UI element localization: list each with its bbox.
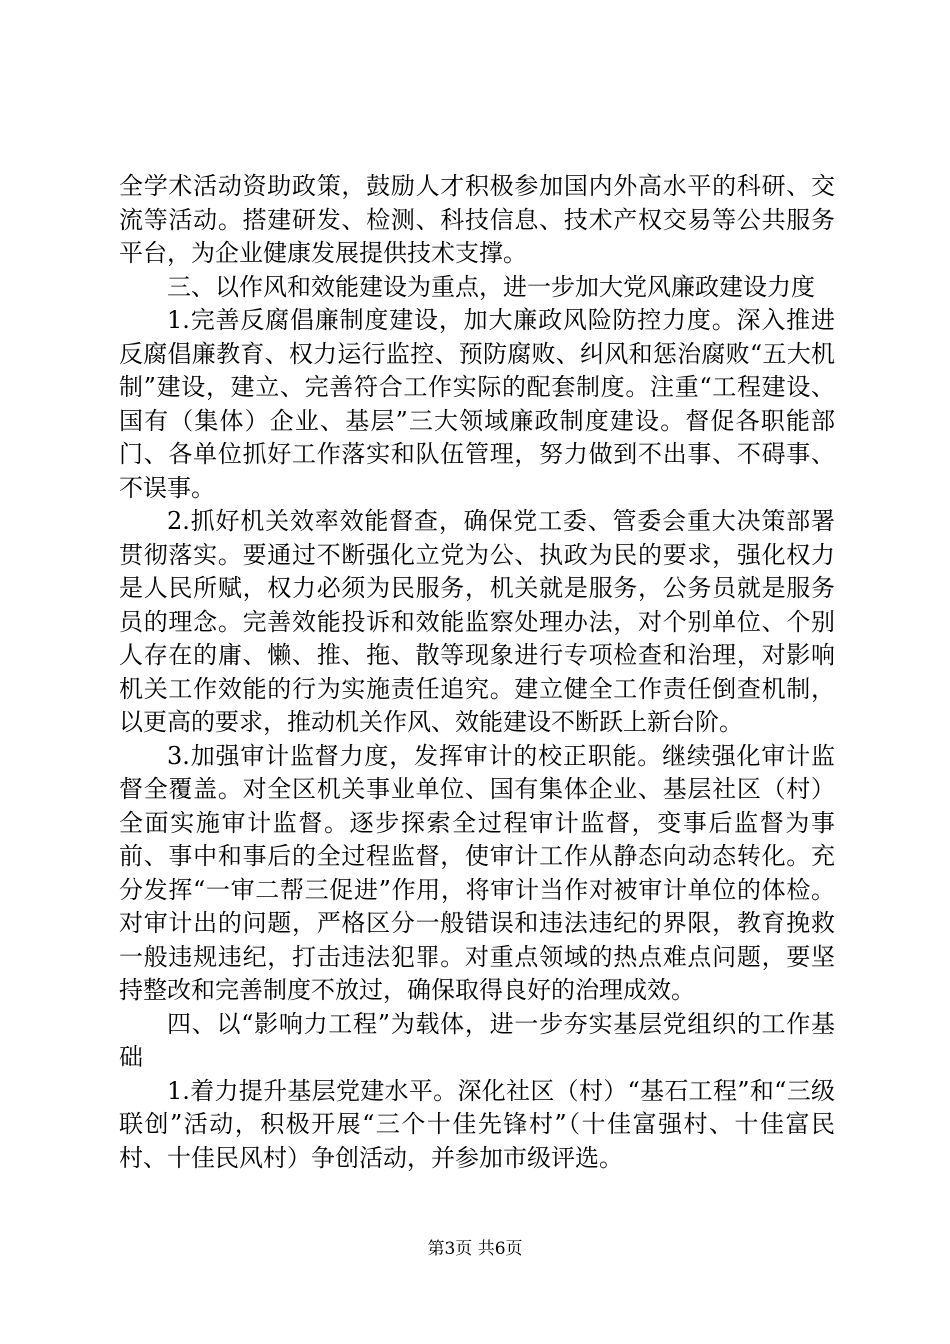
paragraph-3-1: 1.完善反腐倡廉制度建设，加大廉政风险防控力度。深入推进反腐倡廉教育、权力运行监控、预防腐败、纠风和惩治腐败“五大机制”建设，建立、完善符合工作实际的配套制度。注重“工程建设、国有（集体）企业、基层”三大领域廉政制度建设。督促各职能部门、各单位抓好工作落实和队伍管理，努力做到不出事、不碍事、不误事。 (119, 306, 835, 502)
paragraph-3-3: 3.加强审计监督力度，发挥审计的校正职能。继续强化审计监督全覆盖。对全区机关事业单位、国有集体企业、基层社区（村）全面实施审计监督。逐步探索全过程审计监督，变事后监督为事前、事中和事后的全过程监督，使审计工作从静态向动态转化。充分发挥“一审二帮三促进”作用，将审计当作对被审计单位的体检。对审计出的问题，严格区分一般错误和违法违纪的界限，教育挽救一般违规违纪，打击违法犯罪。对重点领域的热点难点问题，要坚持整改和完善制度不放过，确保取得良好的治理成效。 (119, 741, 835, 1004)
paragraph-4-1: 1.着力提升基层党建水平。深化社区（村）“基石工程”和“三级联创”活动，积极开展“三个十佳先锋村”（十佳富强村、十佳富民村、十佳民风村）争创活动，并参加市级评选。 (119, 1076, 835, 1172)
section-heading-3: 三、以作风和效能建设为重点，进一步加大党风廉政建设力度 (167, 272, 815, 301)
paragraph-1: 全学术活动资助政策，鼓励人才积极参加国内外高水平的科研、交流等活动。搭建研发、检测、科技信息、技术产权交易等公共服务平台，为企业健康发展提供技术支撑。 (119, 172, 835, 267)
document-body (119, 170, 835, 1175)
section-heading-4: 四、以“影响力工程”为载体，进一步夯实基层党组织的工作基础 (119, 1009, 835, 1071)
paragraph-3-2: 2.抓好机关效率效能督查，确保党工委、管委会重大决策部署贯彻落实。要通过不断强化立党为公、执政为民的要求，强化权力是人民所赋，权力必须为民服务，机关就是服务，公务员就是服务员的理念。完善效能投诉和效能监察处理办法，对个别单位、个别人存在的庸、懒、推、拖、散等现象进行专项检查和治理，对影响机关工作效能的行为实施责任追究。建立健全工作责任倒查机制，以更高的要求，推动机关作风、效能建设不断跃上新台阶。 (119, 507, 835, 736)
page-number-footer: 第3页 共6页 (427, 1239, 523, 1259)
